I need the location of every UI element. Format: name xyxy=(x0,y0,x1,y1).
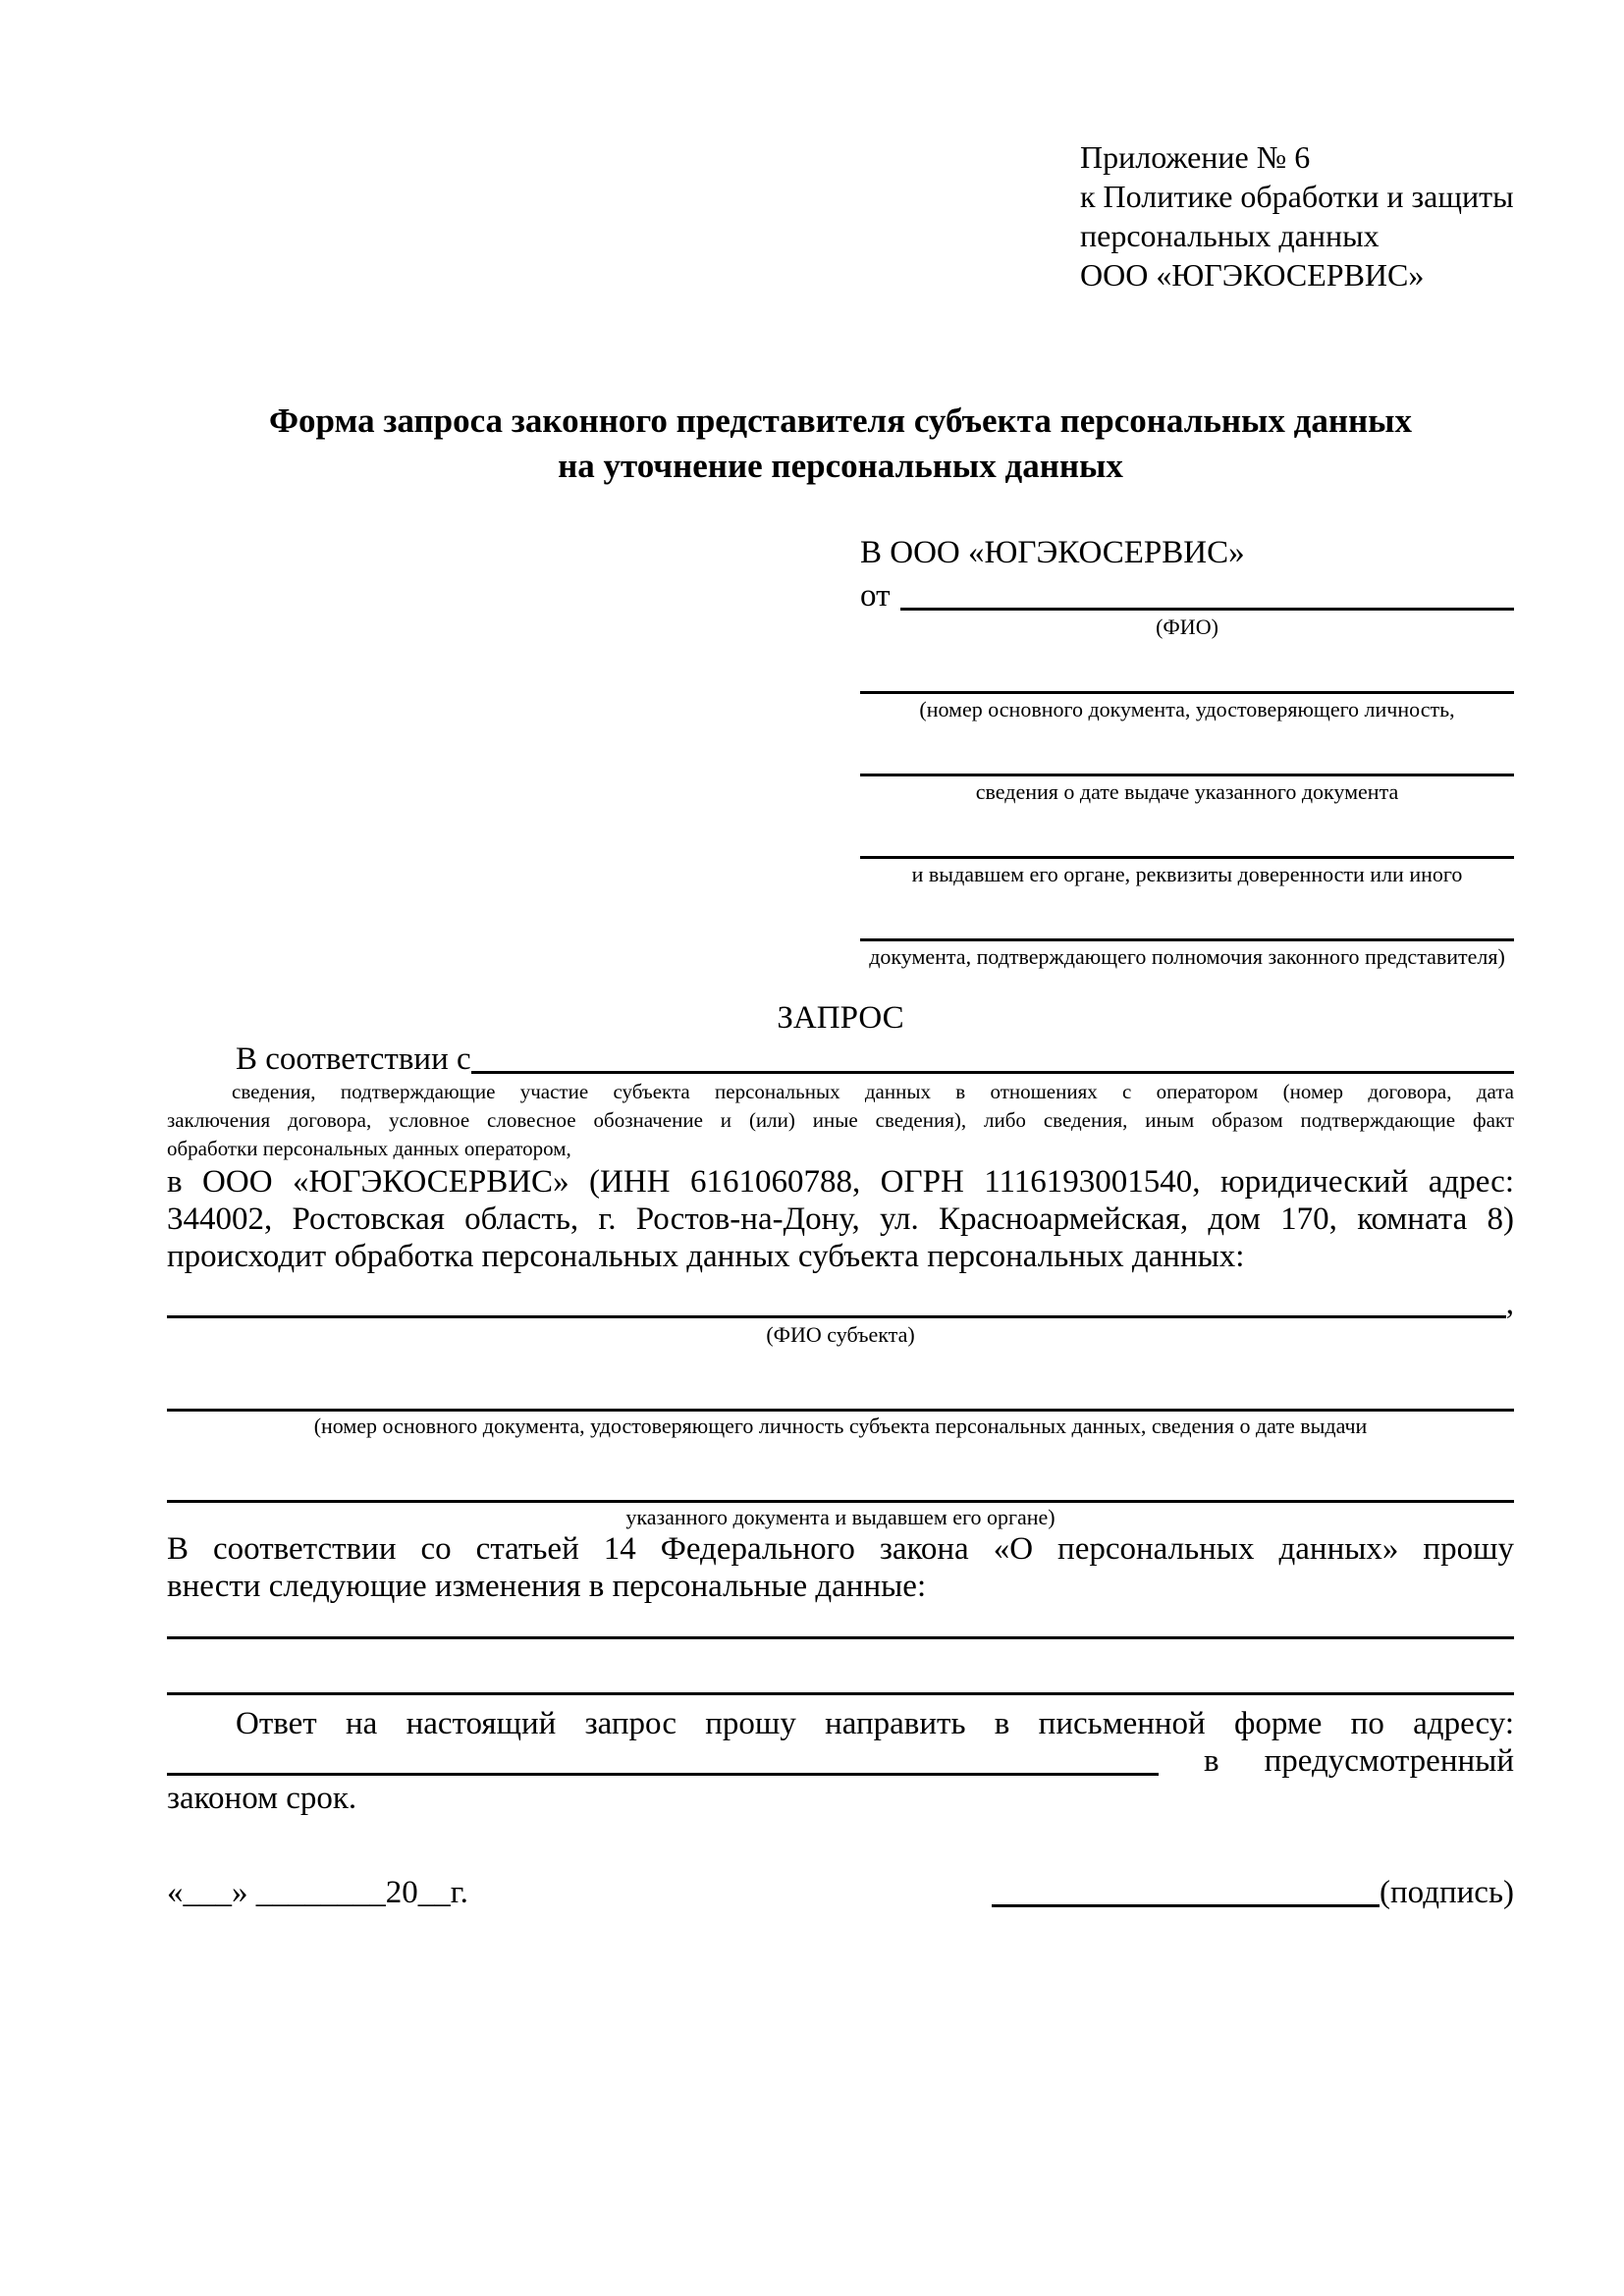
addressee-field xyxy=(860,738,1514,805)
addressee-field xyxy=(860,821,1514,887)
from-row xyxy=(860,577,1514,614)
subject-doc-blank-line xyxy=(167,1465,1514,1503)
operator-line: в ООО «ЮГЭКОСЕРВИС» (ИНН 6161060788, ОГРН 1116193001540, юридический адрес: xyxy=(167,1164,1514,1200)
subject-fio-row xyxy=(167,1285,1514,1322)
addressee-field xyxy=(860,656,1514,722)
field-blank-line xyxy=(860,656,1514,694)
footer-row xyxy=(167,1874,1514,1911)
answer-address-row xyxy=(167,1742,1514,1780)
subject-doc-blank-line xyxy=(167,1373,1514,1412)
subject-doc-caption: указанного документа и выдавшем его органе) xyxy=(625,1505,1056,1529)
addressee-block xyxy=(860,534,1514,970)
field-blank-line xyxy=(860,738,1514,776)
fine-print-line: сведения, подтверждающие участие субъекта персональных данных в отношениях с оператором (номер договора, дата xyxy=(232,1080,1514,1103)
fine-print xyxy=(167,1078,1514,1163)
addressee-field xyxy=(860,903,1514,970)
answer-paragraph xyxy=(167,1705,1514,1817)
answer-tail-word: в xyxy=(1204,1743,1219,1779)
signature-caption: (подпись) xyxy=(1380,1875,1514,1910)
subject-fio-blank-line xyxy=(167,1315,1506,1318)
appendix-line: ООО «ЮГЭКОСЕРВИС» xyxy=(1080,257,1425,293)
field-caption: сведения о дате выдаче указанного документа xyxy=(975,779,1399,804)
changes-blank-line xyxy=(167,1639,1514,1695)
appendix-block xyxy=(1080,137,1514,294)
request-heading: ЗАПРОС xyxy=(777,1000,904,1036)
fio-caption: (ФИО) xyxy=(1156,614,1218,639)
subject-fio-comma: , xyxy=(1505,1286,1514,1321)
changes-blank-line xyxy=(167,1605,1514,1639)
field-caption: и выдавшем его органе, реквизиты доверенности или иного xyxy=(911,862,1463,886)
subject-doc-caption: (номер основного документа, удостоверяющего личность субъекта персональных данных, сведения о дате выдачи xyxy=(313,1414,1368,1438)
field-blank-line xyxy=(860,903,1514,941)
from-label: от xyxy=(860,578,891,614)
form-title-line: Форма запроса законного представителя субъекта персональных данных xyxy=(269,401,1412,440)
operator-line: 344002, Ростовская область, г. Ростов-на-Дону, ул. Красноармейская, дом 170, комната 8) xyxy=(167,1201,1514,1237)
form-title-line: на уточнение персональных данных xyxy=(558,447,1123,485)
law-paragraph xyxy=(167,1530,1514,1605)
date-blank: «___» ________20__г. xyxy=(167,1875,468,1910)
answer-tail-word: предусмотренный xyxy=(1264,1743,1514,1779)
answer-address-blank-line xyxy=(167,1773,1159,1776)
operator-paragraph xyxy=(167,1163,1514,1275)
field-blank-line xyxy=(860,821,1514,859)
law-line: В соответствии со статьей 14 Федерального закона «О персональных данных» прошу xyxy=(167,1531,1514,1567)
answer-sentence: Ответ на настоящий запрос прошу направить в письменной форме по адресу: xyxy=(236,1706,1514,1741)
subject-fio-caption: (ФИО субъекта) xyxy=(766,1322,915,1347)
intro-row xyxy=(167,1041,1514,1078)
answer-closing: законом срок. xyxy=(167,1781,357,1816)
signature-blank-line xyxy=(992,1904,1380,1907)
appendix-line: персональных данных xyxy=(1080,218,1380,253)
subject-doc-field xyxy=(167,1373,1514,1439)
form-title xyxy=(167,399,1514,489)
signature-group xyxy=(992,1874,1514,1911)
intro-label: В соответствии с xyxy=(236,1041,471,1077)
appendix-line: к Политике обработки и защиты xyxy=(1080,179,1514,214)
appendix-line: Приложение № 6 xyxy=(1080,139,1311,175)
from-blank-line xyxy=(900,608,1515,611)
addressee-organization: В ООО «ЮГЭКОСЕРВИС» xyxy=(860,535,1245,570)
intro-blank-line xyxy=(471,1071,1514,1074)
operator-line: происходит обработка персональных данных субъекта персональных данных: xyxy=(167,1239,1245,1274)
field-caption: (номер основного документа, удостоверяющего личность, xyxy=(919,697,1455,721)
law-line: внести следующие изменения в персональные данные: xyxy=(167,1569,927,1604)
fine-print-line: заключения договора, условное словесное обозначение и (или) иные сведения), либо сведения, иным образом подтверждающие факт xyxy=(167,1108,1514,1132)
fine-print-line: обработки персональных данных оператором, xyxy=(167,1137,571,1160)
field-caption: документа, подтверждающего полномочия законного представителя) xyxy=(869,944,1505,969)
subject-doc-field xyxy=(167,1465,1514,1530)
